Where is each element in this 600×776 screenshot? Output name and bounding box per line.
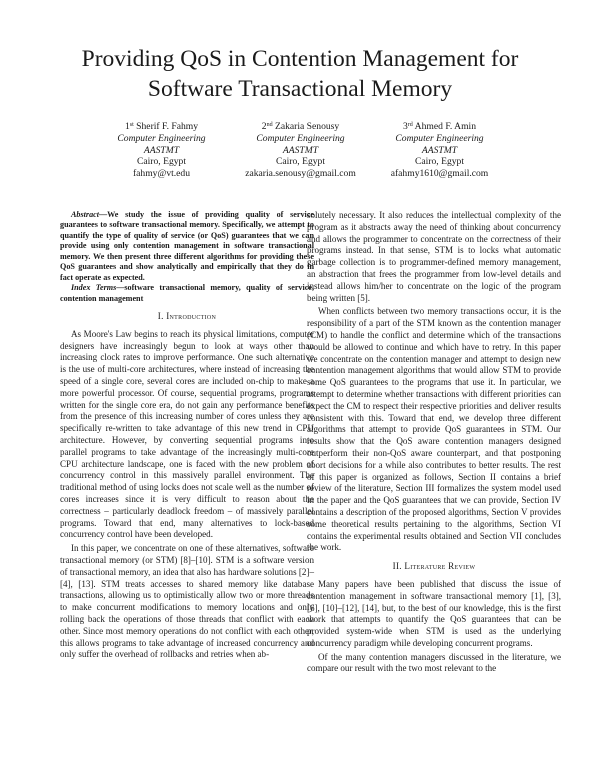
author-name: 2nd Zakaria Senousy: [261, 121, 340, 132]
author-org: AASTMT: [282, 144, 319, 156]
section-heading-literature-review: II. Literature Review: [392, 561, 476, 572]
author-dept: Computer Engineering: [395, 132, 484, 144]
paper-title: [30, 44, 570, 104]
author-city: Cairo, Egypt: [136, 156, 187, 168]
intro-paragraph-2: In this paper, we concentrate on one of these alternatives, software transactional memory (or STM) [8]–[10]. STM is a software version of transactional memory, an idea that also has hardware solutions [2]–[4], [13]. STM treats accesses to shared memory like database transactions, allowing us to optimistically allow two or more threads to make concurrent modifications to memory locations and only rolling back the operations of those threads that conflict with each other. Since most memory operations do not conflict with each other, this allows programs to take advantage of increased concurrency and only suffer the overhead of rollbacks and retries when ab-: [60, 543, 314, 660]
author-org: AASTMT: [421, 144, 458, 156]
section-heading-introduction: I. Introduction: [157, 311, 217, 322]
intro-paragraph-1: As Moore's Law begins to reach its physical limitations, computer designers have increasingly begun to look at ways other than increasing clock rates to improve performance. One such alternative is the use of multi-core architectures, where instead of increasing the speed of a single core, several cores are included on-chip to make a more powerful processor. Of course, sequential programs, programs written for the single core era, do not gain any performance benefits from the presence of this increasing number of cores unless they are specifically re-written to take advantage of this new trend in CPU architecture. However, by converting sequential programs into parallel programs to take advantage of the increasingly multi-core CPU architecture landscape, one is faced with the new problem of concurrency control in this massively parallel environment. The traditional method of using locks does not scale well as the number of cores increases since it is very difficult to reason about the correctness – particularly deadlock freedom – of massively parallel programs. Toward that end, many alternatives to lock-based concurrency control have been developed.: [60, 328, 314, 540]
author-email: fahmy@vt.edu: [132, 168, 191, 180]
author-dept: Computer Engineering: [117, 132, 206, 144]
title-line-1: Providing QoS in Contention Management for: [81, 46, 519, 72]
index-terms-label: Index Terms: [71, 283, 117, 293]
author-email: zakaria.senousy@gmail.com: [245, 168, 356, 180]
author-org: AASTMT: [143, 144, 180, 156]
intro-paragraph-3: When conflicts between two memory transactions occur, it is the responsibility of a part of the STM known as the contention manager (CM) to handle the conflict and determine which of the transactions would be allowed to continue and which have to retry. In this paper we concentrate on the contention manager and attempt to design new contention management algorithms that would allow STM to provide some QoS guarantees to the programs that use it. In particular, we attempt to determine whether transactions with different priorities can expect the CM to respect their respective priorities and deliver results consistent with this. Toward that end, we develop three different algorithms that attempt to provide QoS guarantees in STM. Our results show that the QoS aware contention managers designed outperform their non-QoS aware counterpart, and that postponing abort decisions for a while also contributes to better results. The rest of this paper is organized as follows, Section II contains a brief review of the literature, Section III formalizes the system model used in the paper and the QoS guarantees that we can provide, Section IV contains a description of the proposed algorithms, Section V provides some theoretical results pertaining to the algorithms, Section VI contains the experimental results obtained and Section VII concludes the work.: [307, 306, 561, 553]
author-dept: Computer Engineering: [256, 132, 345, 144]
author-city: Cairo, Egypt: [275, 156, 326, 168]
intro-paragraph-2-continued: solutely necessary. It also reduces the intellectual complexity of the program as it abstracts away the need of thinking about concurrency and allows the programmer to concentrate on the correctness of their programs instead. In that sense, STM is to locks what automatic garbage collection is to programmer-defined memory management, an abstraction that frees the programmer from low-level details and instead allows him/her to concentrate on the logic of the program being written [5].: [307, 210, 561, 303]
abstract: [60, 210, 314, 283]
author-city: Cairo, Egypt: [414, 156, 465, 168]
abstract-text: —We study the issue of providing quality of service guarantees to software transactional memory. Specifically, we attempt to quantify the type of quality of service (or QoS) guarantees that we can provide using only contention management in software transactional memory. We then present three different algorithms for providing these QoS guarantees and show analytically and empirically that they do in fact operate as expected.: [60, 210, 314, 282]
literature-paragraph-2: Of the many contention managers discussed in the literature, we compare our result with the two most relevant to the: [307, 651, 561, 674]
index-terms: [60, 283, 314, 304]
literature-paragraph-1: Many papers have been published that discuss the issue of contention management in software transactional memory [1], [3], [6], [10]–[12], [14], but, to the best of our knowledge, this is the first work that attempts to quantify the QoS guarantees that can be provided system-wide when STM is used as the underlying concurrency paradigm while developing concurrent programs.: [307, 578, 561, 648]
right-column: [307, 210, 561, 675]
title-line-2: Software Transactional Memory: [147, 76, 453, 102]
left-column: [60, 210, 314, 661]
author-name: 1st Sherif F. Fahmy: [124, 121, 199, 132]
author-name: 3rd Ahmed F. Amin: [403, 121, 476, 132]
abstract-label: Abstract: [71, 210, 99, 219]
author-email: afahmy1610@gmail.com: [390, 168, 489, 180]
index-terms-text: —software transactional memory, quality of service, contention management: [60, 283, 314, 303]
author-3: [352, 121, 527, 180]
